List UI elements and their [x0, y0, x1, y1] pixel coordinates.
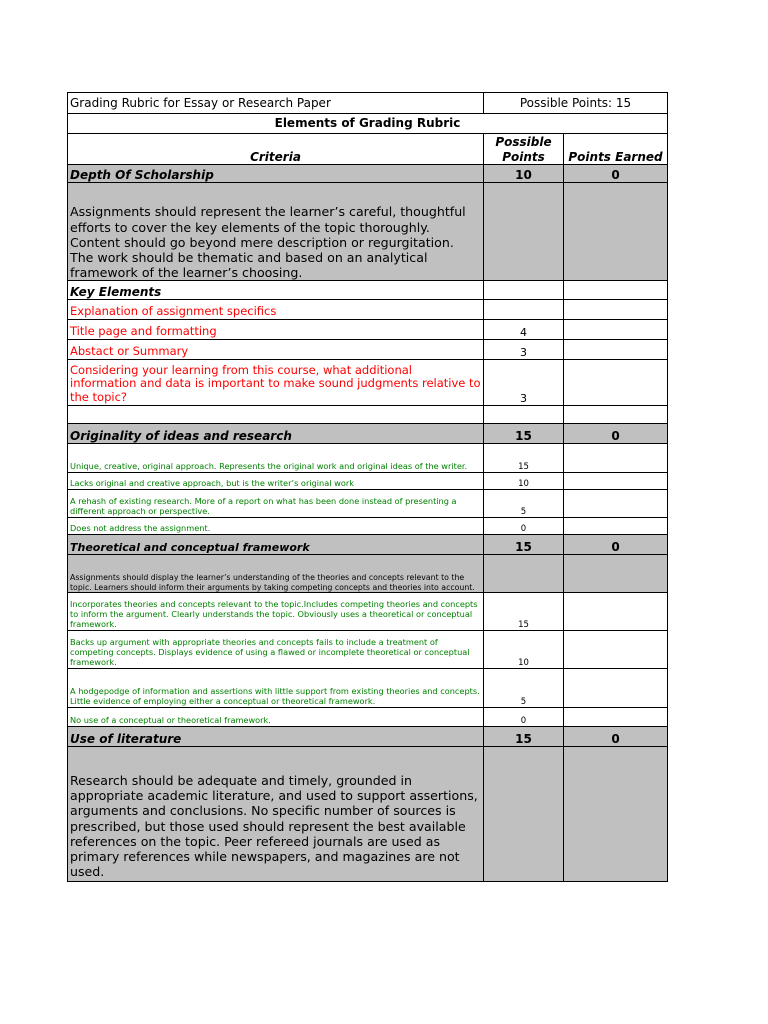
- criterion-points: 5: [484, 490, 564, 518]
- list-item: [68, 708, 668, 727]
- section-title: Use of literature: [68, 727, 484, 747]
- criterion-points: 5: [484, 669, 564, 708]
- section-description: Research should be adequate and timely, grounded in appropriate academic literature, and used to support assertions, arguments and conclusions. No specific number of sources is prescribed, but those used should represent the best available references on the topic. Peer refereed journals are used as primary references while newspapers, and magazines are not used.: [68, 747, 484, 882]
- key-element-label: Title page and formatting: [68, 320, 484, 340]
- key-element-points: 3: [484, 360, 564, 406]
- section-earned: 0: [564, 727, 668, 747]
- criteria-header: Criteria: [68, 134, 484, 165]
- criterion-label: Incorporates theories and concepts relevant to the topic.Includes competing theories and concepts to inform the argument. Clearly understands the topic. Obviously uses a theoretical or conceptual framework.: [68, 593, 484, 631]
- section-row-literature: [68, 727, 668, 747]
- section-earned: 0: [564, 535, 668, 555]
- section-points: 10: [484, 165, 564, 183]
- criterion-label: A hodgepodge of information and assertions with little support from existing theories and concepts. Little evidence of employing either a conceptual or theoretical framework.: [68, 669, 484, 708]
- criterion-points: 10: [484, 473, 564, 490]
- criterion-points: 15: [484, 593, 564, 631]
- section-row-theoretical: [68, 535, 668, 555]
- section-row-originality: [68, 424, 668, 444]
- list-item: [68, 340, 668, 360]
- column-header-row: [68, 134, 668, 165]
- list-item: [68, 631, 668, 669]
- possible-points-total: Possible Points: 15: [484, 93, 668, 114]
- section-points: 15: [484, 424, 564, 444]
- key-element-label: Explanation of assignment specifics: [68, 300, 484, 320]
- criterion-points: 0: [484, 708, 564, 727]
- list-item: [68, 518, 668, 535]
- criterion-points: 0: [484, 518, 564, 535]
- list-item: [68, 300, 668, 320]
- description-row-literature: [68, 747, 668, 882]
- list-item: [68, 320, 668, 340]
- criterion-label: Does not address the assignment.: [68, 518, 484, 535]
- section-title: Originality of ideas and research: [68, 424, 484, 444]
- key-element-points: [484, 300, 564, 320]
- section-row-depth: [68, 165, 668, 183]
- key-element-label: Considering your learning from this course, what additional information and data is important to make sound judgments relative to the topic?: [68, 360, 484, 406]
- key-element-points: 3: [484, 340, 564, 360]
- section-description: Assignments should display the learner’s understanding of the theories and concepts relevant to the topic. Learners should inform their arguments by taking competing concepts and theories into account.: [68, 555, 484, 593]
- section-points: 15: [484, 727, 564, 747]
- list-item: [68, 669, 668, 708]
- section-earned: 0: [564, 424, 668, 444]
- criterion-label: Backs up argument with appropriate theories and concepts fails to include a treatment of competing concepts. Displays evidence of using a flawed or incomplete theoretical or conceptual framework.: [68, 631, 484, 669]
- description-row-theoretical: [68, 555, 668, 593]
- section-description: Assignments should represent the learner’s careful, thoughtful efforts to cover the key elements of the topic thoroughly. Content should go beyond mere description or regurgitation. The work should be thematic and based on an analytical framework of the learner’s choosing.: [68, 183, 484, 281]
- title-row: [68, 93, 668, 114]
- list-item: [68, 444, 668, 473]
- criterion-label: A rehash of existing research. More of a report on what has been done instead of presenting a different approach or perspective.: [68, 490, 484, 518]
- points-earned-header: Points Earned: [564, 134, 668, 165]
- list-item: [68, 360, 668, 406]
- list-item: [68, 490, 668, 518]
- criterion-points: 15: [484, 444, 564, 473]
- section-points: 15: [484, 535, 564, 555]
- criterion-label: No use of a conceptual or theoretical framework.: [68, 708, 484, 727]
- section-title: Depth Of Scholarship: [68, 165, 484, 183]
- section-earned: 0: [564, 165, 668, 183]
- rubric-title: Grading Rubric for Essay or Research Paper: [68, 93, 484, 114]
- rubric-subtitle: Elements of Grading Rubric: [68, 114, 668, 134]
- key-element-label: Abstact or Summary: [68, 340, 484, 360]
- key-elements-row: [68, 281, 668, 300]
- list-item: [68, 593, 668, 631]
- criterion-points: 10: [484, 631, 564, 669]
- rubric-table: [67, 92, 668, 882]
- spacer-row: [68, 406, 668, 424]
- criterion-label: Lacks original and creative approach, but is the writer’s original work: [68, 473, 484, 490]
- possible-points-header: Possible Points: [484, 134, 564, 165]
- subtitle-row: [68, 114, 668, 134]
- section-title: Theoretical and conceptual framework: [68, 535, 484, 555]
- key-elements-title: Key Elements: [68, 281, 484, 300]
- key-element-points: 4: [484, 320, 564, 340]
- list-item: [68, 473, 668, 490]
- description-row-depth: [68, 183, 668, 281]
- criterion-label: Unique, creative, original approach. Represents the original work and original ideas of the writer.: [68, 444, 484, 473]
